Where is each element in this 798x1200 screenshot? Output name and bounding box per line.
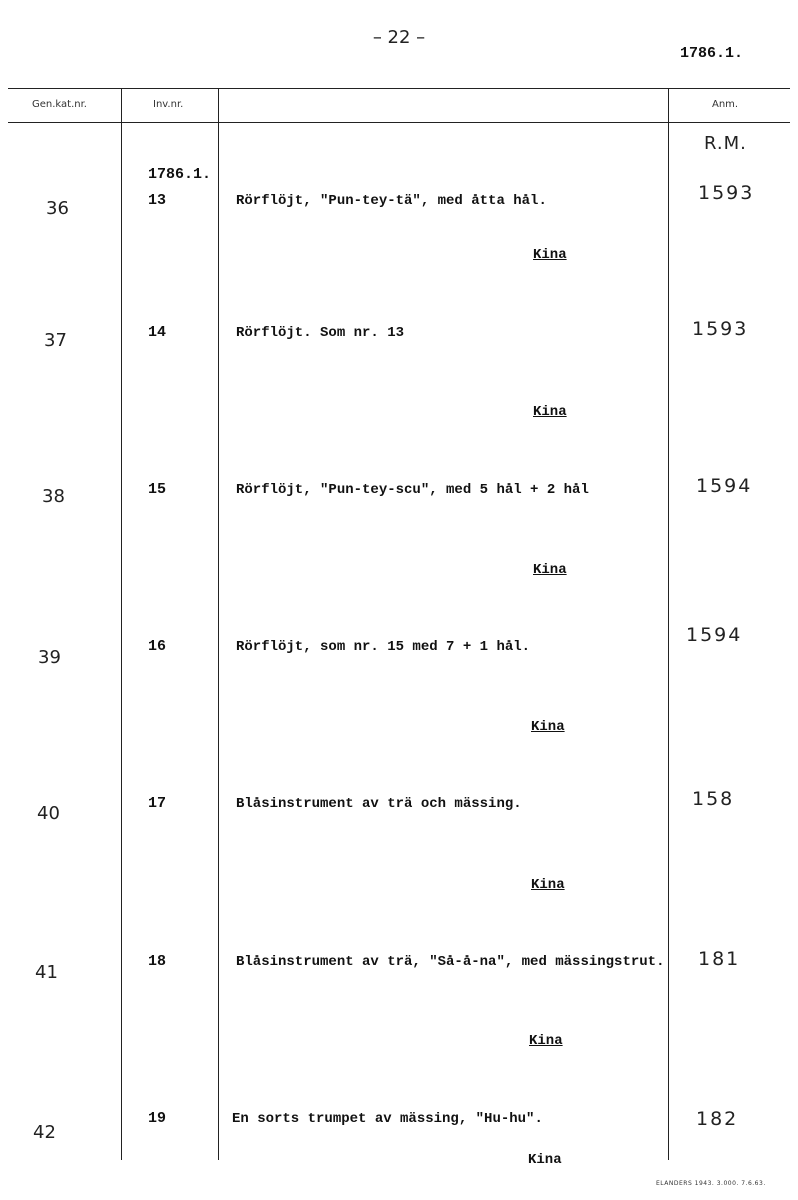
item-origin: Kina: [533, 404, 567, 420]
item-description: Rörflöjt, "Pun-tey-scu", med 5 hål + 2 hål: [236, 482, 589, 498]
printer-imprint: ELANDERS 1943. 3.000. 7.6.63.: [656, 1180, 766, 1187]
item-origin: Kina: [533, 247, 567, 263]
anm-number: 158: [692, 788, 735, 810]
gen-kat-number: 38: [42, 486, 65, 507]
inventory-number: 19: [148, 1110, 167, 1127]
inventory-number: 18: [148, 953, 167, 970]
gen-kat-number: 41: [35, 962, 58, 983]
anm-number: 1593: [692, 318, 749, 340]
inventory-number: 16: [148, 638, 167, 655]
inventory-group-label: 1786.1.: [148, 166, 212, 183]
inventory-number: 13: [148, 192, 167, 209]
gen-kat-number: 42: [33, 1122, 56, 1143]
column-header-anm: Anm.: [712, 99, 739, 110]
item-description: Rörflöjt. Som nr. 13: [236, 325, 405, 341]
anm-number: 1594: [686, 624, 743, 646]
inventory-number: 17: [148, 795, 167, 812]
inventory-number: 15: [148, 481, 167, 498]
page-number: – 22 –: [372, 27, 426, 48]
item-origin: Kina: [533, 562, 567, 578]
item-origin: Kina: [531, 719, 565, 735]
item-description: En sorts trumpet av mässing, "Hu-hu".: [232, 1111, 543, 1127]
gen-kat-number: 37: [44, 330, 67, 351]
column-header-inv-nr: Inv.nr.: [153, 99, 184, 110]
column-divider-inv-desc: [218, 88, 219, 1160]
anm-number: 182: [696, 1108, 739, 1130]
item-description: Rörflöjt, "Pun-tey-tä", med åtta hål.: [236, 193, 547, 209]
table-top-rule: [8, 88, 790, 89]
inventory-number: 14: [148, 324, 167, 341]
gen-kat-number: 40: [37, 803, 60, 824]
item-description: Blåsinstrument av trä, "Så-å-na", med mässingstrut.: [236, 954, 665, 970]
gen-kat-number: 39: [38, 647, 61, 668]
column-divider-gen-inv: [121, 88, 122, 1160]
item-description: Rörflöjt, som nr. 15 med 7 + 1 hål.: [236, 639, 531, 655]
page-reference: 1786.1.: [680, 45, 744, 62]
anm-column-note: R.M.: [704, 133, 747, 154]
anm-number: 181: [698, 948, 741, 970]
item-origin: Kina: [528, 1152, 562, 1168]
item-origin: Kina: [531, 877, 565, 893]
column-divider-desc-anm: [668, 88, 669, 1160]
gen-kat-number: 36: [46, 198, 69, 219]
table-header-rule: [8, 122, 790, 123]
column-header-gen-kat-nr: Gen.kat.nr.: [32, 99, 87, 110]
anm-number: 1594: [696, 475, 753, 497]
item-origin: Kina: [529, 1033, 563, 1049]
anm-number: 1593: [698, 182, 755, 204]
item-description: Blåsinstrument av trä och mässing.: [236, 796, 522, 812]
